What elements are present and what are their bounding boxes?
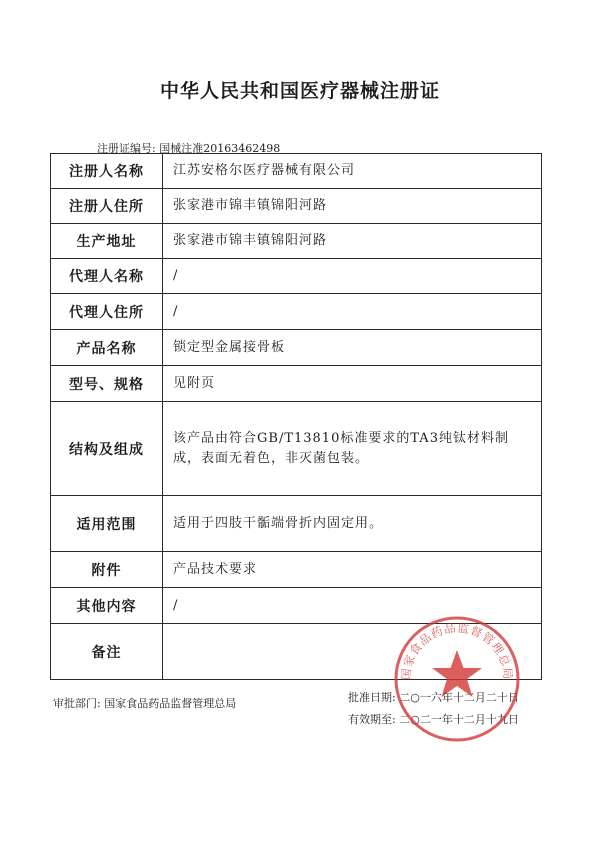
row-value: 张家港市锦丰镇锦阳河路 <box>163 189 542 224</box>
table-row <box>51 224 542 259</box>
row-label: 备注 <box>51 624 163 680</box>
expiry-date-label: 有效期至: <box>348 713 396 726</box>
row-label: 注册人名称 <box>51 154 163 189</box>
registration-number-label: 注册证编号: <box>97 142 156 155</box>
approval-authority-label: 审批部门: <box>53 697 101 710</box>
expiry-date: 二○二一年十二月十九日 <box>399 713 519 726</box>
row-label: 产品名称 <box>51 330 163 366</box>
star-icon <box>432 650 482 697</box>
approval-authority <box>53 695 236 711</box>
row-label: 附件 <box>51 552 163 588</box>
table-row <box>51 552 542 588</box>
table-row <box>51 330 542 366</box>
table-row <box>51 154 542 189</box>
row-label: 适用范围 <box>51 496 163 552</box>
seal-text: 国家食品药品监督管理总局 <box>398 620 516 681</box>
row-label: 注册人住所 <box>51 189 163 224</box>
table-row <box>51 259 542 294</box>
approval-authority-name: 国家食品药品监督管理总局 <box>104 697 237 710</box>
row-value: 该产品由符合GB/T13810标准要求的TA3纯钛材料制成，表面无着色，非灭菌包装。 <box>163 402 542 496</box>
registration-number: 国械注准20163462498 <box>159 142 281 155</box>
row-value: / <box>163 294 542 330</box>
table-row <box>51 294 542 330</box>
row-value: 锁定型金属接骨板 <box>163 330 542 366</box>
table-row <box>51 366 542 402</box>
official-seal <box>392 614 522 744</box>
row-label: 结构及组成 <box>51 402 163 496</box>
row-value: / <box>163 259 542 294</box>
row-value: 见附页 <box>163 366 542 402</box>
approval-date-label: 批准日期: <box>348 691 396 704</box>
row-value: 张家港市锦丰镇锦阳河路 <box>163 224 542 259</box>
row-value: / <box>163 588 542 624</box>
table-row <box>51 189 542 224</box>
row-label: 代理人住所 <box>51 294 163 330</box>
table-row <box>51 496 542 552</box>
row-label: 代理人名称 <box>51 259 163 294</box>
table-row <box>51 402 542 496</box>
row-label: 型号、规格 <box>51 366 163 402</box>
certificate-table <box>50 153 542 680</box>
row-label: 生产地址 <box>51 224 163 259</box>
row-value: 产品技术要求 <box>163 552 542 588</box>
document-title: 中华人民共和国医疗器械注册证 <box>159 80 440 102</box>
approval-date: 二○一六年十二月二十日 <box>399 691 519 704</box>
row-value: 江苏安格尔医疗器械有限公司 <box>163 154 542 189</box>
row-value: 适用于四肢干骺端骨折内固定用。 <box>163 496 542 552</box>
row-label: 其他内容 <box>51 588 163 624</box>
